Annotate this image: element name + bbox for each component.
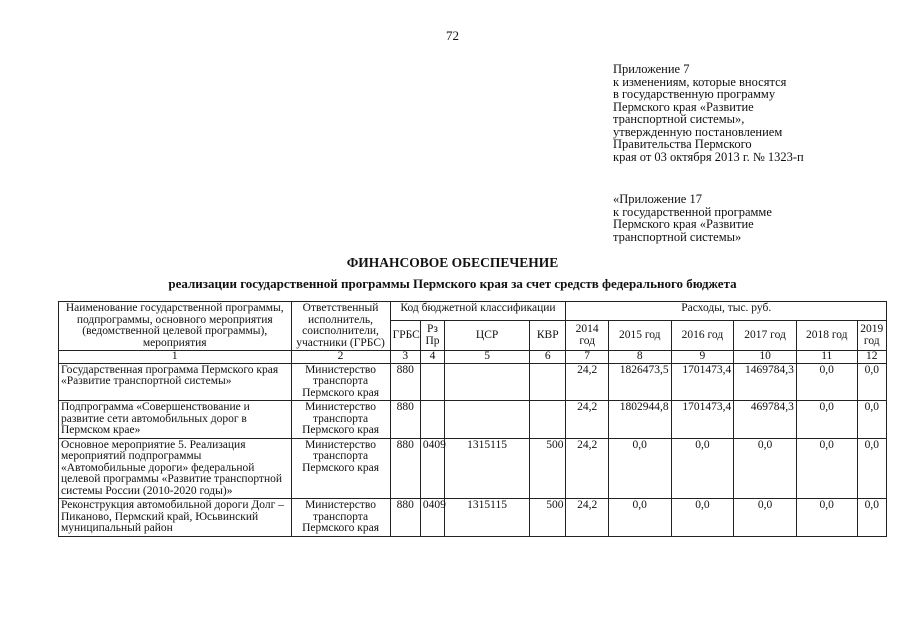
header-rzpr-bottom: Пр <box>425 334 440 347</box>
row-2018: 0,0 <box>796 499 857 537</box>
row-2014: 24,2 <box>566 363 608 401</box>
document-subtitle: реализации государственной программы Пермского края за счет средств федерального бюджета <box>168 276 737 291</box>
row-csr <box>445 363 530 401</box>
row-executor: Министерство транспорта Пермского края <box>291 401 390 439</box>
row-2018: 0,0 <box>796 401 857 439</box>
row-rzpr <box>420 401 444 439</box>
row-2015: 0,0 <box>608 499 671 537</box>
header-budget-code: Код бюджетной классификации <box>390 302 566 321</box>
header-kvr: КВР <box>530 321 566 351</box>
row-2017: 0,0 <box>734 499 797 537</box>
row-grbs: 880 <box>390 438 420 499</box>
row-2015: 0,0 <box>608 438 671 499</box>
appendix-17-line: к государственной программе <box>613 204 772 219</box>
table-row <box>59 499 887 537</box>
appendix-7-line: Пермского края «Развитие <box>613 99 754 114</box>
column-number: 11 <box>796 351 857 364</box>
row-2017: 1469784,3 <box>734 363 797 401</box>
row-name: Основное мероприятие 5. Реализация мероприятий подпрограммы «Автомобильные дороги» федеральной целевой программы «Развитие транспортной системы России (2010-2020 годы)» <box>59 438 292 499</box>
row-2014: 24,2 <box>566 438 608 499</box>
row-2014: 24,2 <box>566 401 608 439</box>
row-name: Реконструкция автомобильной дороги Долг – Пиканово, Пермский край, Юсьвинский муниципальный район <box>59 499 292 537</box>
header-rzpr-top: Рз <box>427 323 438 335</box>
appendix-17-line: транспортной системы» <box>613 229 742 244</box>
row-grbs: 880 <box>390 363 420 401</box>
appendix-7-line: края от 03 октября 2013 г. № 1323-п <box>613 149 804 164</box>
row-kvr <box>530 363 566 401</box>
document-title: ФИНАНСОВОЕ ОБЕСПЕЧЕНИЕ <box>346 255 559 270</box>
appendix-7-line: транспортной системы», <box>613 112 745 126</box>
appendix-7-line: в государственную программу <box>613 87 776 101</box>
column-number: 3 <box>390 351 420 364</box>
header-2017: 2017 год <box>734 321 797 351</box>
appendix-7-line: к изменениям, которые вносятся <box>613 74 787 89</box>
row-2016: 1701473,4 <box>671 401 734 439</box>
appendix-17-line: Пермского края «Развитие <box>613 217 754 231</box>
row-2014: 24,2 <box>566 499 608 537</box>
row-2019: 0,0 <box>857 401 886 439</box>
row-name: Подпрограмма «Совершенствование и развитие сети автомобильных дорог в Пермском крае» <box>59 401 292 439</box>
header-2019: 2019 год <box>857 321 886 351</box>
header-2016: 2016 год <box>671 321 734 351</box>
row-executor: Министерство транспорта Пермского края <box>291 438 390 499</box>
column-number: 2 <box>291 351 390 364</box>
column-number: 10 <box>734 351 797 364</box>
header-expenses: Расходы, тыс. руб. <box>566 302 887 321</box>
header-2018: 2018 год <box>796 321 857 351</box>
row-executor: Министерство транспорта Пермского края <box>291 499 390 537</box>
appendix-17-line: «Приложение 17 <box>613 192 702 206</box>
row-2017: 0,0 <box>734 438 797 499</box>
header-name: Наименование государственной программы, подпрограммы, основного мероприятия (ведомственной целевой программы), мероприятия <box>59 302 292 351</box>
row-executor: Министерство транспорта Пермского края <box>291 363 390 401</box>
row-2018: 0,0 <box>796 363 857 401</box>
header-executor: Ответственный исполнитель, соисполнители, участники (ГРБС) <box>291 302 390 351</box>
row-rzpr: 0409 <box>420 499 444 537</box>
row-2016: 0,0 <box>671 438 734 499</box>
row-rzpr <box>420 363 444 401</box>
appendix-7-line: Приложение 7 <box>613 62 690 76</box>
row-2016: 0,0 <box>671 499 734 537</box>
appendix-7-line: утвержденную постановлением <box>613 124 783 139</box>
column-number: 9 <box>671 351 734 364</box>
appendix-7-line: Правительства Пермского <box>613 137 752 151</box>
row-grbs: 880 <box>390 401 420 439</box>
table-row <box>59 438 887 499</box>
appendix-7-block <box>613 63 804 163</box>
row-2019: 0,0 <box>857 499 886 537</box>
row-name: Государственная программа Пермского края «Развитие транспортной системы» <box>59 363 292 401</box>
row-2016: 1701473,4 <box>671 363 734 401</box>
table-row <box>59 363 887 401</box>
row-csr <box>445 401 530 439</box>
row-2019: 0,0 <box>857 363 886 401</box>
row-kvr: 500 <box>530 438 566 499</box>
column-number: 7 <box>566 351 608 364</box>
row-rzpr: 0409 <box>420 438 444 499</box>
header-2015: 2015 год <box>608 321 671 351</box>
appendix-17-block <box>613 193 772 243</box>
row-2019: 0,0 <box>857 438 886 499</box>
column-number: 6 <box>530 351 566 364</box>
column-number: 5 <box>445 351 530 364</box>
column-number: 4 <box>420 351 444 364</box>
row-2015: 1802944,8 <box>608 401 671 439</box>
row-grbs: 880 <box>390 499 420 537</box>
row-kvr <box>530 401 566 439</box>
financing-table <box>58 301 887 537</box>
row-2015: 1826473,5 <box>608 363 671 401</box>
row-csr: 1315115 <box>445 438 530 499</box>
header-csr: ЦСР <box>445 321 530 351</box>
row-2017: 469784,3 <box>734 401 797 439</box>
column-number: 8 <box>608 351 671 364</box>
column-number-row <box>59 351 887 364</box>
header-grbs: ГРБС <box>390 321 420 351</box>
row-csr: 1315115 <box>445 499 530 537</box>
row-kvr: 500 <box>530 499 566 537</box>
page-number: 72 <box>446 28 459 43</box>
header-2014: 2014 год <box>566 321 608 351</box>
column-number: 1 <box>59 351 292 364</box>
row-2018: 0,0 <box>796 438 857 499</box>
column-number: 12 <box>857 351 886 364</box>
header-rzpr <box>420 321 444 351</box>
table-row <box>59 401 887 439</box>
